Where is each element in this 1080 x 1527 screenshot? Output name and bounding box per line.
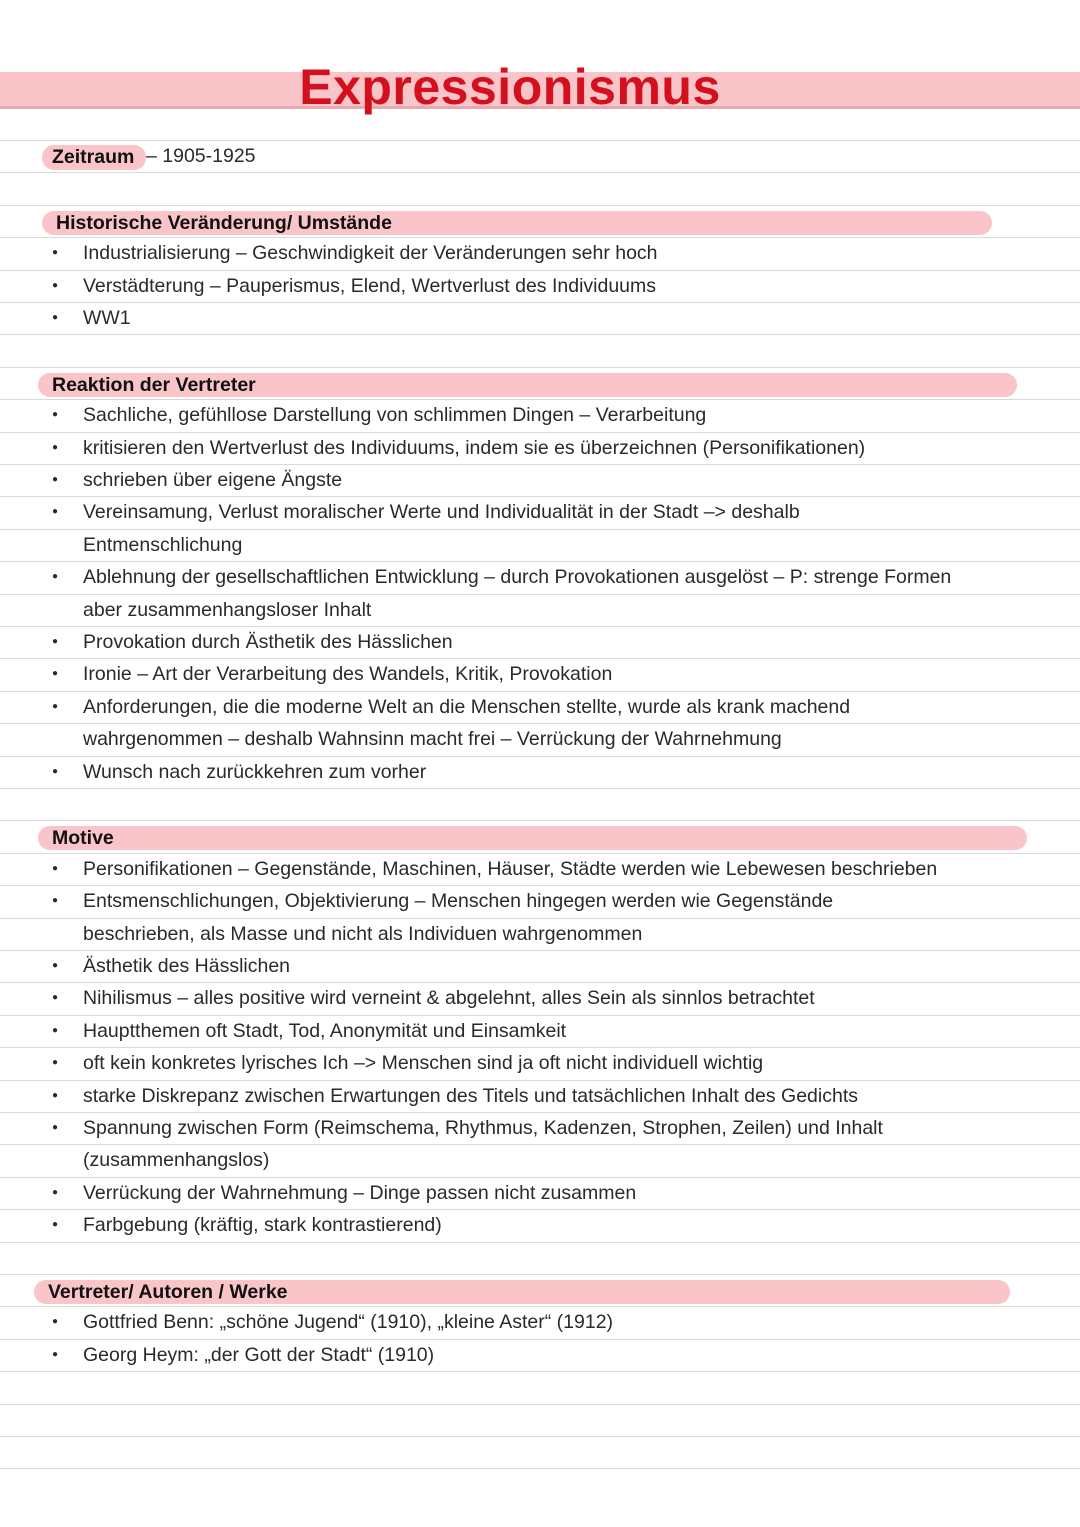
list-item-text: Entmenschlichung xyxy=(83,533,243,556)
list-item xyxy=(0,1047,1080,1079)
list-item-text: starke Diskrepanz zwischen Erwartungen des Titels und tatsächlichen Inhalt des Gedichts xyxy=(83,1084,858,1107)
list-item xyxy=(0,529,1080,561)
bullet-icon: ● xyxy=(52,992,59,1004)
ruled-line xyxy=(0,1468,1080,1469)
bullet-icon: ● xyxy=(52,1089,59,1101)
list-item xyxy=(0,658,1080,690)
bullet-icon: ● xyxy=(52,1024,59,1036)
bullet-icon: ● xyxy=(52,247,59,259)
ruled-line xyxy=(0,334,1080,335)
list-item-text: oft kein konkretes lyrisches Ich –> Menschen sind ja oft nicht individuell wichtig xyxy=(83,1052,764,1075)
list-item-text: Verstädterung – Pauperismus, Elend, Wertverlust des Individuums xyxy=(83,274,657,297)
list-item-text: Farbgebung (kräftig, stark kontrastierend) xyxy=(83,1214,442,1237)
list-item xyxy=(0,1144,1080,1176)
section-heading-row xyxy=(0,1274,1080,1306)
list-item xyxy=(0,1015,1080,1047)
bullet-icon: ● xyxy=(52,765,59,777)
list-item xyxy=(0,885,1080,917)
bullet-icon: ● xyxy=(52,279,59,291)
section-heading: Historische Veränderung/ Umstände xyxy=(42,211,992,235)
list-item-text: Vereinsamung, Verlust moralischer Werte und Individualität in der Stadt –> deshalb xyxy=(83,501,800,524)
list-item-text: Industrialisierung – Geschwindigkeit der Veränderungen sehr hoch xyxy=(83,242,658,265)
list-item xyxy=(0,756,1080,788)
section-heading-row xyxy=(0,820,1080,852)
ruled-line xyxy=(0,1371,1080,1372)
list-item-text: beschrieben, als Masse und nicht als Individuen wahrgenommen xyxy=(83,922,643,945)
list-item xyxy=(0,982,1080,1014)
list-item xyxy=(0,626,1080,658)
list-item-text: Personifikationen – Gegenstände, Maschinen, Häuser, Städte werden wie Lebewesen beschrieben xyxy=(83,857,938,880)
bullet-icon: ● xyxy=(52,1057,59,1069)
ruled-line xyxy=(0,172,1080,173)
bullet-icon: ● xyxy=(52,895,59,907)
list-item-text: Gottfried Benn: „schöne Jugend“ (1910), „kleine Aster“ (1912) xyxy=(83,1311,614,1334)
list-item xyxy=(0,950,1080,982)
zeitraum-label: Zeitraum xyxy=(42,145,146,170)
ruled-line xyxy=(0,1242,1080,1243)
list-item-text: schrieben über eigene Ängste xyxy=(83,469,343,491)
list-item xyxy=(0,1306,1080,1338)
list-item xyxy=(0,237,1080,269)
list-item-text: Anforderungen, die die moderne Welt an die Menschen stellte, wurde als krank machend xyxy=(83,695,851,718)
page-title: Expressionismus xyxy=(299,59,721,115)
list-item xyxy=(0,1080,1080,1112)
bullet-icon: ● xyxy=(52,960,59,971)
list-item-text: Wunsch nach zurückkehren zum vorher xyxy=(83,760,427,783)
bullet-icon: ● xyxy=(52,1348,59,1360)
list-item-text: kritisieren den Wertverlust des Individuums, indem sie es überzeichnen (Personifikationen) xyxy=(83,436,866,459)
bullet-icon: ● xyxy=(52,700,59,712)
bullet-icon: ● xyxy=(52,1316,59,1328)
bullet-icon: ● xyxy=(52,571,59,583)
list-item-text: Nihilismus – alles positive wird verneint & abgelehnt, alles Sein als sinnlos betrachtet xyxy=(83,987,815,1010)
bullet-icon: ● xyxy=(52,1219,59,1231)
bullet-icon: ● xyxy=(52,636,59,647)
list-item-text: aber zusammenhangsloser Inhalt xyxy=(83,598,372,621)
list-item xyxy=(0,853,1080,885)
list-item-text: (zusammenhangslos) xyxy=(83,1149,270,1172)
list-item xyxy=(0,464,1080,496)
bullet-icon: ● xyxy=(52,506,59,518)
list-item xyxy=(0,594,1080,626)
ruled-line xyxy=(0,788,1080,789)
zeitraum-value: – 1905-1925 xyxy=(146,145,256,167)
section-heading-row xyxy=(0,367,1080,399)
ruled-line xyxy=(0,1404,1080,1405)
list-item xyxy=(0,1339,1080,1371)
section-heading: Vertreter/ Autoren / Werke xyxy=(34,1280,1010,1304)
section-heading-row xyxy=(0,205,1080,237)
list-item-text: Provokation durch Ästhetik des Hässlichen xyxy=(83,631,453,653)
list-item xyxy=(0,432,1080,464)
list-item xyxy=(0,496,1080,528)
list-item xyxy=(0,270,1080,302)
list-item xyxy=(0,1112,1080,1144)
section-heading: Reaktion der Vertreter xyxy=(38,373,1017,397)
list-item xyxy=(0,561,1080,593)
bullet-icon: ● xyxy=(52,441,59,453)
list-item-text: Hauptthemen oft Stadt, Tod, Anonymität und Einsamkeit xyxy=(83,1019,567,1042)
list-item-text: Ironie – Art der Verarbeitung des Wandels, Kritik, Provokation xyxy=(83,663,613,686)
list-item-text: wahrgenommen – deshalb Wahnsinn macht frei – Verrückung der Wahrnehmung xyxy=(83,728,782,751)
zeitraum-row xyxy=(0,140,1080,172)
ruled-line xyxy=(0,1436,1080,1437)
list-item-text: Verrückung der Wahrnehmung – Dinge passen nicht zusammen xyxy=(83,1181,637,1204)
section-heading: Motive xyxy=(38,826,1027,850)
bullet-icon: ● xyxy=(52,668,59,680)
list-item-text: WW1 xyxy=(83,307,131,329)
list-item xyxy=(0,399,1080,431)
list-item xyxy=(0,691,1080,723)
bullet-icon: ● xyxy=(52,312,59,323)
list-item xyxy=(0,918,1080,950)
list-item-text: Spannung zwischen Form (Reimschema, Rhythmus, Kadenzen, Strophen, Zeilen) und Inhalt xyxy=(83,1117,883,1139)
bullet-icon: ● xyxy=(52,1122,59,1133)
list-item xyxy=(0,302,1080,334)
list-item-text: Georg Heym: „der Gott der Stadt“ (1910) xyxy=(83,1343,435,1366)
list-item-text: Entsmenschlichungen, Objektivierung – Menschen hingegen werden wie Gegenstände xyxy=(83,890,834,913)
bullet-icon: ● xyxy=(52,474,59,485)
bullet-icon: ● xyxy=(52,862,59,874)
list-item-text: Ästhetik des Hässlichen xyxy=(83,955,291,977)
list-item xyxy=(0,1209,1080,1241)
list-item-text: Sachliche, gefühllose Darstellung von schlimmen Dingen – Verarbeitung xyxy=(83,404,707,427)
bullet-icon: ● xyxy=(52,1186,59,1198)
bullet-icon: ● xyxy=(52,409,59,421)
list-item xyxy=(0,723,1080,755)
list-item-text: Ablehnung der gesellschaftlichen Entwicklung – durch Provokationen ausgelöst – P: strenge Formen xyxy=(83,566,952,589)
list-item xyxy=(0,1177,1080,1209)
